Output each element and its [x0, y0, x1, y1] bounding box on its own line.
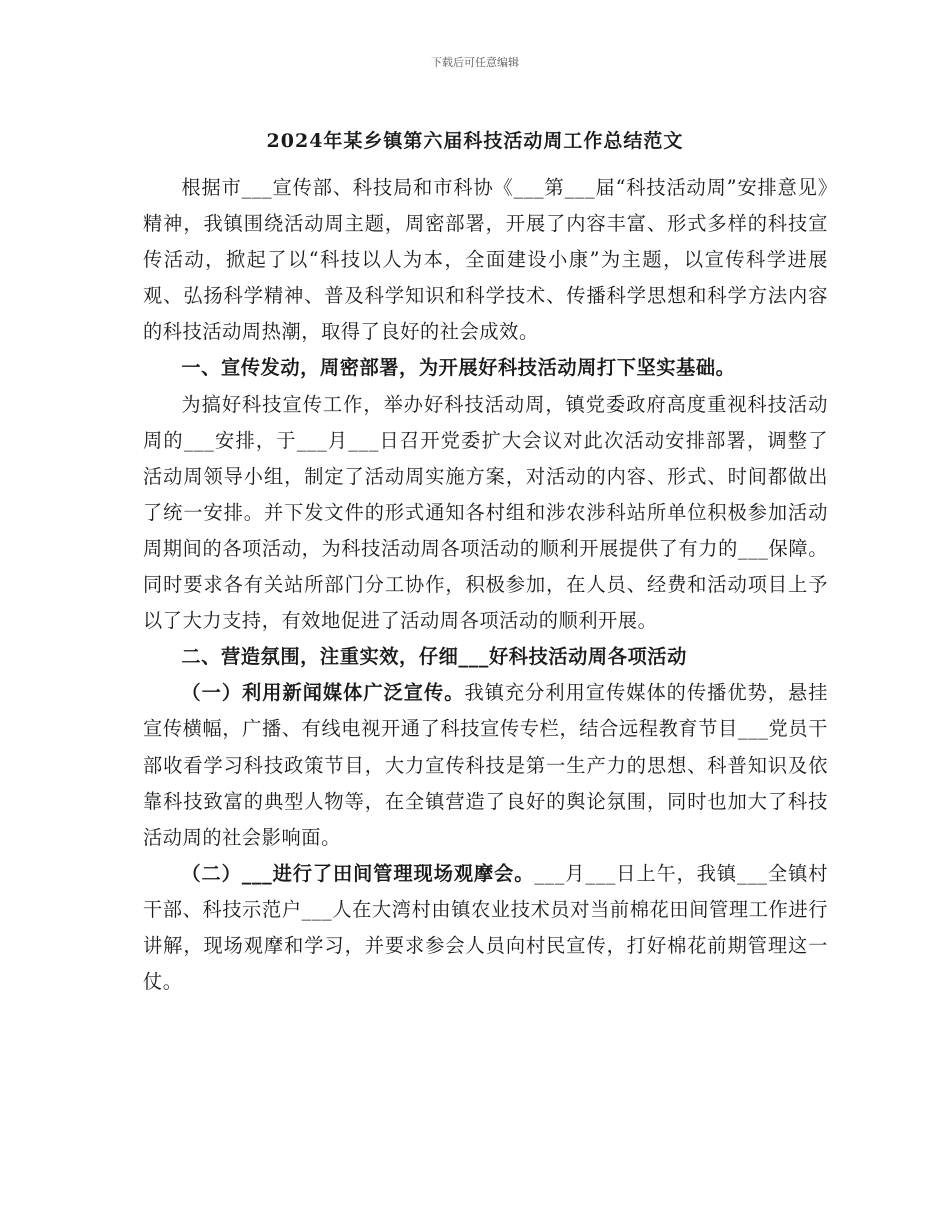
document-body	[143, 170, 828, 1000]
subsection-2-lead: （二）___进行了田间管理现场观摩会。	[181, 861, 535, 885]
paragraph-subsection-2	[143, 856, 828, 1000]
paragraph-intro: 根据市___宣传部、科技局和市科协《___第___届“科技活动周”安排意见》精神，我镇围绕活动周主题，周密部署，开展了内容丰富、形式多样的科技宣传活动，掀起了以“科技以人为本，全面建设小康”为主题，以宣传科学进展观、弘扬科学精神、普及科学知识和科学技术、传播科学思想和科学方法内容的科技活动周热潮，取得了良好的社会成效。	[143, 176, 828, 344]
subsection-2-text: ___月___日上午，我镇___全镇村干部、科技示范户___人在大湾村由镇农业技术员对当前棉花田间管理工作进行讲解，现场观摩和学习，并要求参会人员向村民宣传，打好棉花前期管理这一仗。	[143, 861, 829, 994]
section-heading-2: 二、营造氛围，注重实效，仔细___好科技活动周各项活动	[181, 645, 687, 669]
section-heading-1: 一、宣传发动，周密部署，为开展好科技活动周打下坚实基础。	[181, 356, 736, 380]
paragraph-section-1: 为搞好科技宣传工作，举办好科技活动周，镇党委政府高度重视科技活动周的___安排，于___月___日召开党委扩大会议对此次活动安排部署，调整了活动周领导小组，制定了活动周实施方案，对活动的内容、形式、时间都做出了统一安排。并下发文件的形式通知各村组和涉农涉科站所单位积极参加活动周期间的各项活动，为科技活动周各项活动的顺利开展提供了有力的___保障。同时要求各有关站所部门分工协作，积极参加，在人员、经费和活动项目上予以了大力支持，有效地促进了活动周各项活动的顺利开展。	[143, 392, 828, 633]
subsection-1-lead: （一）利用新闻媒体广泛宣传。	[181, 681, 465, 705]
subsection-1-text: 我镇充分利用宣传媒体的传播优势，悬挂宣传横幅，广播、有线电视开通了科技宣传专栏，结合远程教育节目___党员干部收看学习科技政策节目，大力宣传科技是第一生产力的思想、科普知识及依靠科技致富的典型人物等，在全镇营造了良好的舆论氛围，同时也加大了科技活动周的社会影响面。	[143, 681, 828, 849]
paragraph-subsection-1	[143, 675, 828, 855]
document-title: 2024年某乡镇第六届科技活动周工作总结范文	[266, 130, 684, 152]
page-header: 下载后可任意编辑	[431, 56, 519, 69]
